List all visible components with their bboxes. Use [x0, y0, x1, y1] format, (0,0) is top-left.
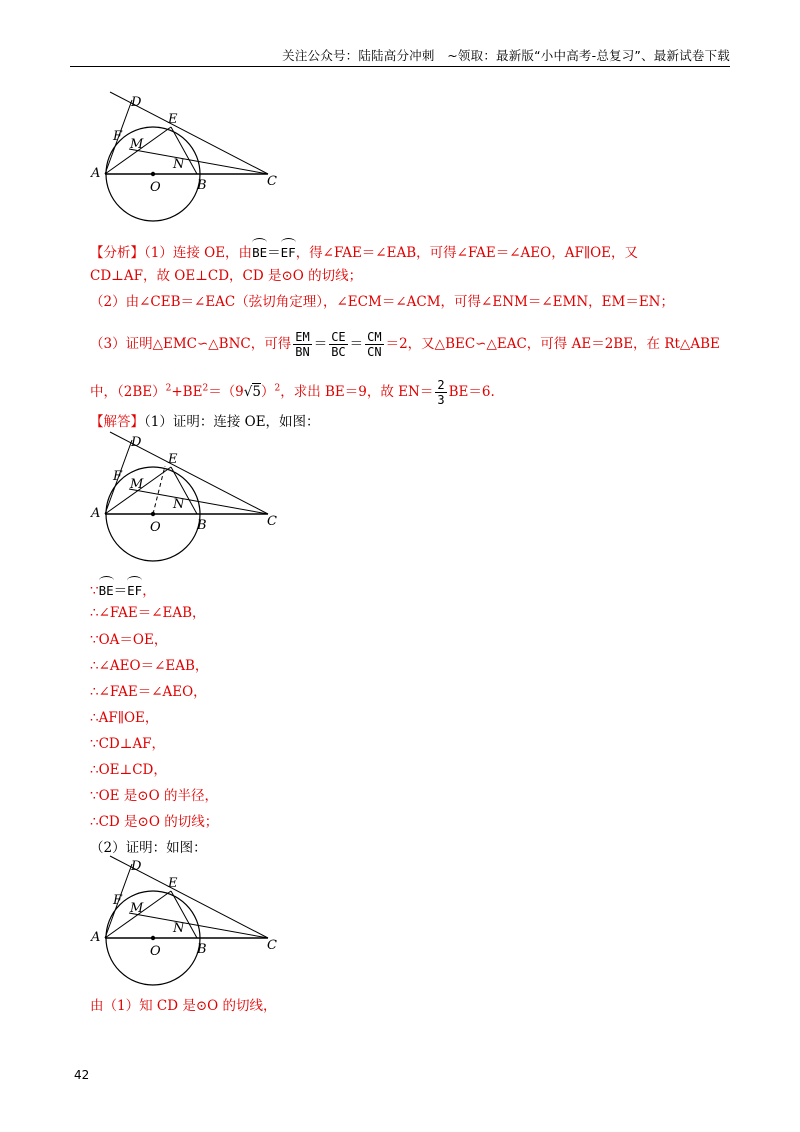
fraction-ce-bc: $\frac{CE}{BC}$ [331, 330, 346, 359]
solution-step: ∴AF∥OE， [90, 710, 159, 726]
arc-be: BE [99, 576, 114, 601]
label-O: O [150, 520, 161, 535]
solution-arc-line: ∵BE＝EF， [90, 576, 156, 601]
solution-intro: （1）证明：连接 OE，如图： [144, 414, 320, 430]
sqrt-argument: 5 [252, 384, 261, 400]
label-C: C [267, 938, 277, 953]
label-D: D [131, 95, 142, 110]
analysis-line-3: （2）由∠CEB＝∠EAC（弦切角定理），∠ECM＝∠ACM，可得∠ENM＝∠EMN，EM＝EN； [90, 294, 674, 310]
arc-ef: EF [127, 576, 142, 601]
analysis-p3b: ＝2，又△BEC∽△EAC，可得 AE＝2BE，在 Rt△ABE [385, 336, 720, 352]
sqrt-symbol: √ [243, 384, 253, 400]
equals: ＝ [267, 245, 281, 261]
analysis-line-5: 中，$(2BE)^2+BE^2=(9√5)^2$，求出 BE＝9，故 EN＝ $\frac{2}{3}$ BE＝6. [90, 378, 495, 407]
solution-step: ∴OE⊥CD， [90, 762, 167, 778]
label-A: A [91, 506, 101, 521]
label-A: A [91, 166, 101, 181]
label-O: O [150, 180, 161, 195]
solution-step: ∴∠FAE＝∠AEO， [90, 684, 207, 700]
solution-step: ∵OE 是⊙O 的半径， [90, 788, 218, 804]
part2-first-line: 由（1）知 CD 是⊙O 的切线， [90, 998, 277, 1014]
analysis-line-4: （3）证明△EMC∽△BNC，可得 $\frac{EM}{BN}$ ＝ $\frac{CE}{BC}$ ＝ $\frac{CM}{CN}$ ＝2，又△BEC∽△EAC，可得 AE＝2BE，在 Rt△ABE [90, 330, 720, 359]
part2-intro: （2）证明：如图： [90, 840, 207, 856]
equals: ＝ [113, 583, 128, 599]
analysis-p1a: （1）连接 OE，由 [144, 245, 253, 261]
page-header: 关注公众号：陆陆高分冲刺 ~领取：最新版“小中高考-总复习”、最新试卷下载 [282, 48, 730, 63]
fraction-em-bn: $\frac{EM}{BN}$ [295, 330, 310, 359]
label-M: M [130, 137, 144, 152]
analysis-line-2: CD⊥AF，故 OE⊥CD，CD 是⊙O 的切线； [90, 268, 363, 284]
label-E: E [168, 876, 178, 891]
label-E: E [168, 452, 178, 467]
label-D: D [131, 859, 142, 874]
label-O: O [150, 944, 161, 959]
label-M: M [130, 477, 144, 492]
solution-step: ∴CD 是⊙O 的切线； [90, 814, 219, 830]
label-C: C [267, 514, 277, 529]
fraction-2-3: $\frac{2}{3}$ [437, 378, 445, 407]
solution-tag: 【解答】 [90, 414, 144, 430]
solution-step: ∵CD⊥AF， [90, 736, 166, 752]
label-F: F [113, 893, 123, 908]
solution-step: ∵OA＝OE， [90, 632, 168, 648]
label-C: C [267, 174, 277, 189]
fraction-cm-cn: $\frac{CM}{CN}$ [367, 330, 382, 359]
analysis-line-1 [90, 238, 638, 263]
header-rule [70, 66, 730, 67]
label-E: E [168, 112, 178, 127]
geometry-figure-2 [85, 432, 295, 562]
analysis-p3a: （3）证明△EMC∽△BNC，可得 [90, 336, 292, 352]
solution-step: ∴∠FAE＝∠EAB， [90, 605, 206, 621]
label-A: A [91, 930, 101, 945]
label-F: F [113, 129, 123, 144]
arc-be: BE [252, 238, 267, 263]
label-B: B [197, 942, 207, 957]
label-B: B [197, 518, 207, 533]
geometry-figure-1 [85, 92, 295, 222]
label-N: N [173, 921, 185, 936]
label-B: B [197, 178, 207, 193]
analysis-tag: 【分析】 [90, 245, 144, 261]
because-symbol: ∵ [90, 583, 99, 599]
label-F: F [113, 469, 123, 484]
page-number: 42 [74, 1068, 90, 1082]
label-N: N [173, 497, 185, 512]
arc-ef: EF [281, 238, 296, 263]
analysis-p1b: ，得∠FAE＝∠EAB，可得∠FAE＝∠AEO，AF∥OE，又 [295, 245, 638, 261]
label-M: M [130, 901, 144, 916]
label-D: D [131, 435, 142, 450]
solution-step: ∴∠AEO＝∠EAB， [90, 658, 209, 674]
solution-line-intro [90, 412, 320, 432]
label-N: N [173, 157, 185, 172]
geometry-figure-3 [85, 856, 295, 986]
